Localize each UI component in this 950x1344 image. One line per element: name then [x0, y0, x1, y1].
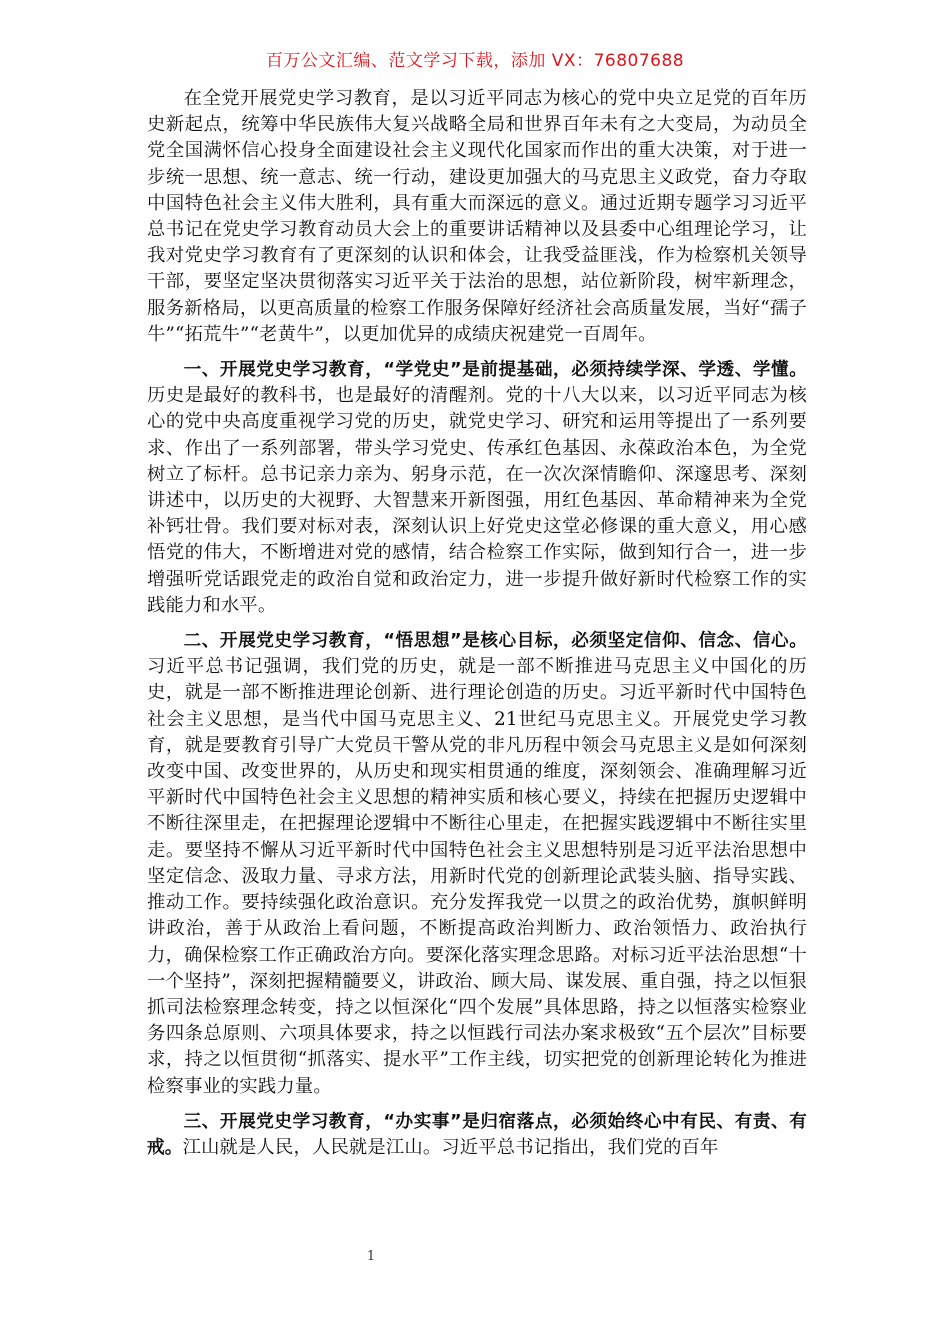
paragraph-text: 在全党开展党史学习教育，是以习近平同志为核心的党中央立足党的百年历史新起点，统筹中华民族伟大复兴战略全局和世界百年未有之大变局，为动员全党全国满怀信心投身全面建设社会主义现代化国家而作出的重大决策，对于进一步统一思想、统一意志、统一行动，建设更加强大的马克思主义政党，奋力夺取中国特色社会主义伟大胜利，具有重大而深远的意义。通过近期专题学习习近平总书记在党史学习教育动员大会上的重要讲话精神以及县委中心组理论学习，让我对党史学习教育有了更深刻的认识和体会，让我受益匪浅，作为检察机关领导干部，要坚定坚决贯彻落实习近平关于法治的思想，站位新阶段，树牢新理念，服务新格局，以更高质量的检察工作服务保障好经济社会高质量发展，当好“孺子牛”“拓荒牛”“老黄牛”，以更加优异的成绩庆祝建党一百周年。: [147, 88, 807, 345]
section-heading: 二、开展党史学习教育，“悟思想”是核心目标，必须坚定信仰、信念、信心。: [183, 631, 807, 652]
document-body: [147, 86, 807, 1170]
section-heading: 一、开展党史学习教育，“学党史”是前提基础，必须持续学深、学透、学懂。: [183, 360, 807, 381]
paragraph-section-2: [147, 628, 807, 1100]
page-number-text: 1: [366, 1249, 376, 1264]
paragraph-section-1: [147, 357, 807, 619]
header-banner: 百万公文汇编、范文学习下载，添加 VX：76807688: [265, 51, 685, 71]
paragraph-text: 江山就是人民，人民就是江山。习近平总书记指出，我们党的百年: [182, 1136, 719, 1158]
section-heading: 三、开展党史学习教育，“办实事”是归宿落点，必须始终心中有民、有责、有戒。: [147, 1111, 807, 1158]
paragraph-intro: [147, 86, 807, 348]
paragraph-section-3: [147, 1109, 807, 1161]
page-number: [0, 1249, 950, 1264]
paragraph-text: 历史是最好的教科书，也是最好的清醒剂。党的十八大以来，以习近平同志为核心的党中央高度重视学习党的历史，就党史学习、研究和运用等提出了一系列要求、作出了一系列部署，带头学习党史、传承红色基因、永葆政治本色，为全党树立了标杆。总书记亲力亲为、躬身示范，在一次次深情瞻仰、深邃思考、深刻讲述中，以历史的大视野、大智慧来开新图强，用红色基因、革命精神来为全党补钙壮骨。我们要对标对表，深刻认识上好党史这堂必修课的重大意义，用心感悟党的伟大，不断增进对党的感情，结合检察工作实际，做到知行合一，进一步增强听党话跟党走的政治自觉和政治定力，进一步提升做好新时代检察工作的实践能力和水平。: [147, 385, 807, 616]
paragraph-text: 习近平总书记强调，我们党的历史，就是一部不断推进马克思主义中国化的历史，就是一部不断推进理论创新、进行理论创造的历史。习近平新时代中国特色社会主义思想，是当代中国马克思主义、21世纪马克思主义。开展党史学习教育，就是要教育引导广大党员干警从党的非凡历程中领会马克思主义是如何深刻改变中国、改变世界的，从历史和现实相贯通的维度，深刻领会、准确理解习近平新时代中国特色社会主义思想的精神实质和核心要义，持续在把握历史逻辑中不断往深里走，在把握理论逻辑中不断往心里走，在把握实践逻辑中不断往实里走。要坚持不懈从习近平新时代中国特色社会主义思想特别是习近平法治思想中坚定信念、汲取力量、寻求方法，用新时代党的创新理论武装头脑、指导实践、推动工作。要持续强化政治意识。充分发挥我党一以贯之的政治优势，旗帜鲜明讲政治，善于从政治上看问题，不断提高政治判断力、政治领悟力、政治执行力，确保检察工作正确政治方向。要深化落实理念思路。对标习近平法治思想“十一个坚持”，深刻把握精髓要义，讲政治、顾大局、谋发展、重自强，持之以恒狠抓司法检察理念转变，持之以恒深化“四个发展”具体思路，持之以恒落实检察业务四条总原则、六项具体要求，持之以恒践行司法办案求极致“五个层次”目标要求，持之以恒贯彻“抓落实、提水平”工作主线，切实把党的创新理论转化为推进检察事业的实践力量。: [147, 656, 807, 1097]
